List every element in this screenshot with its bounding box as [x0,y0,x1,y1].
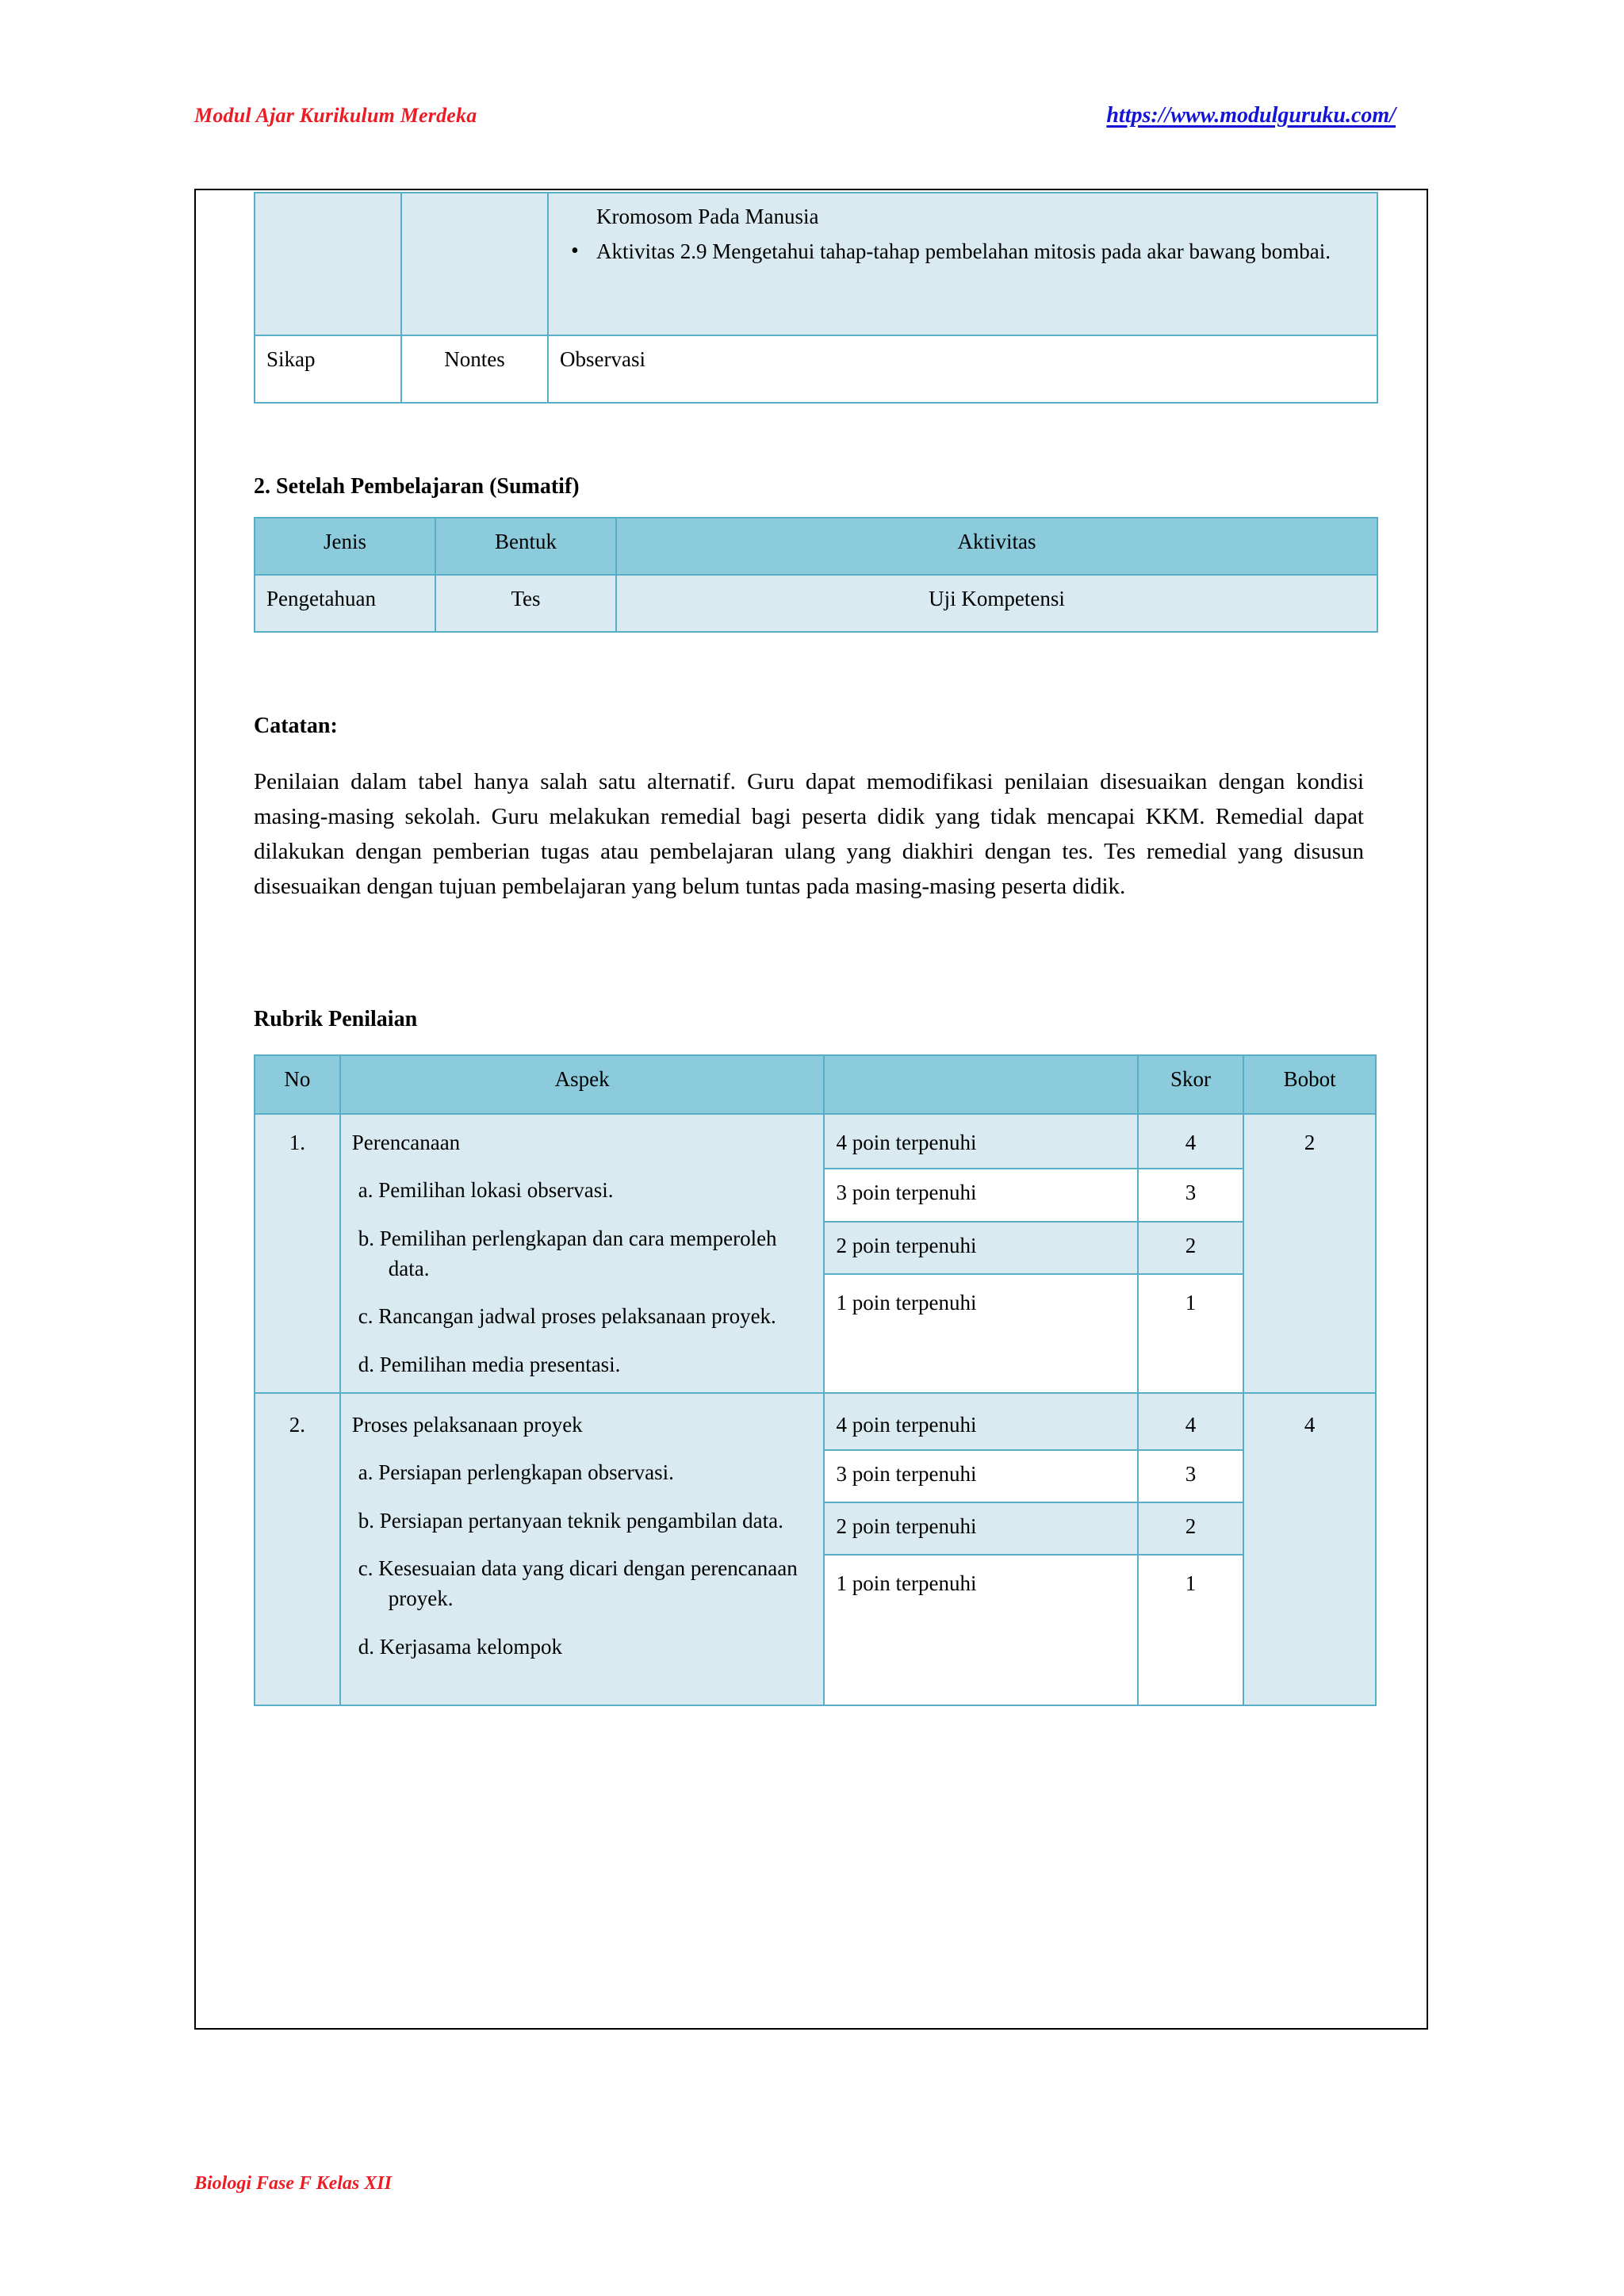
aspek-item: d. Kerjasama kelompok [358,1634,562,1659]
column-header-kriteria [824,1055,1137,1114]
cell-aktivitas [548,193,1377,335]
column-header-jenis: Jenis [255,518,435,575]
cell-skor: 2 [1138,1502,1244,1555]
page-header [194,103,1429,135]
column-header-aspek: Aspek [340,1055,825,1114]
cell-aktivitas: Observasi [548,335,1377,403]
cell-kriteria: 2 poin terpenuhi [824,1502,1137,1555]
aspek-item: c. Kesesuaian data yang dicari dengan perencanaan proyek. [358,1556,798,1611]
cell-no: 2. [255,1393,340,1705]
table-header-row [255,518,1377,575]
column-header-bobot: Bobot [1243,1055,1376,1114]
table-row [255,193,1377,335]
table-sumatif [254,517,1378,633]
cell-no: 1. [255,1114,340,1393]
cell-kriteria: 2 poin terpenuhi [824,1222,1137,1275]
cell-kriteria: 4 poin terpenuhi [824,1114,1137,1169]
cell-skor: 1 [1138,1274,1244,1393]
header-title: Modul Ajar Kurikulum Merdeka [194,104,477,127]
cell-skor: 2 [1138,1222,1244,1275]
cell-skor: 3 [1138,1169,1244,1222]
catatan-heading: Catatan: [254,714,338,738]
table-row [255,1393,1376,1450]
cell-jenis [255,193,401,335]
aspek-item: d. Pemilihan media presentasi. [358,1352,621,1376]
column-header-bentuk: Bentuk [435,518,616,575]
aktivitas-lead-text: Kromosom Pada Manusia [596,205,819,228]
cell-bobot: 4 [1243,1393,1376,1705]
column-header-aktivitas: Aktivitas [616,518,1377,575]
cell-bobot: 2 [1243,1114,1376,1393]
cell-bentuk [401,193,548,335]
sumatif-heading: 2. Setelah Pembelajaran (Sumatif) [254,474,580,499]
cell-skor: 4 [1138,1393,1244,1450]
aspek-item: b. Pemilihan perlengkapan dan cara memperoleh data. [358,1226,777,1280]
cell-skor: 3 [1138,1450,1244,1502]
page-content-frame [194,189,1428,2030]
aspek-item: b. Persiapan pertanyaan teknik pengambilan data. [358,1508,783,1533]
page-footer: Biologi Fase F Kelas XII [194,2173,392,2194]
aspek-title: Perencanaan [351,1131,461,1154]
list-item: • Aktivitas 2.9 Mengetahui tahap-tahap pembelahan mitosis pada akar bawang bombai. [596,236,1365,266]
column-header-skor: Skor [1138,1055,1244,1114]
cell-aspek [340,1393,825,1705]
cell-aktivitas: Uji Kompetensi [616,575,1377,632]
cell-bentuk: Tes [435,575,616,632]
cell-bentuk: Nontes [401,335,548,403]
cell-aspek [340,1114,825,1393]
rubrik-heading: Rubrik Penilaian [254,1007,418,1031]
catatan-body-text: Penilaian dalam tabel hanya salah satu alternatif. Guru dapat memodifikasi penilaian disesuaikan dengan kondisi masing-masing sekolah. Guru melakukan remedial bagi peserta didik yang tidak mencapai KKM. Remedial dapat dilakukan dengan pemberian tugas atau pembelajaran ulang yang diakhiri dengan tes. Tes remedial yang disusun disesuaikan dengan tujuan pembelajaran yang belum tuntas pada masing-masing peserta didik. [254,769,1364,900]
table-formatif-continued [254,192,1378,404]
table-rubrik-penilaian [254,1054,1377,1706]
column-header-no: No [255,1055,340,1114]
aspek-title: Proses pelaksanaan proyek [351,1412,583,1437]
cell-skor: 4 [1138,1114,1244,1169]
aktivitas-bullet-list [560,236,1365,266]
table-header-row [255,1055,1376,1114]
cell-kriteria: 1 poin terpenuhi [824,1555,1137,1705]
aspek-item: a. Persiapan perlengkapan observasi. [358,1460,674,1485]
cell-kriteria: 4 poin terpenuhi [824,1393,1137,1450]
cell-jenis: Pengetahuan [255,575,435,632]
header-url-link[interactable]: https://www.modulguruku.com/ [1106,103,1396,128]
cell-kriteria: 3 poin terpenuhi [824,1450,1137,1502]
aspek-item: c. Rancangan jadwal proses pelaksanaan proyek. [358,1304,776,1329]
table-row [255,1114,1376,1169]
cell-skor: 1 [1138,1555,1244,1705]
cell-kriteria: 1 poin terpenuhi [824,1274,1137,1393]
table-row [255,335,1377,403]
table-row [255,575,1377,632]
aspek-item: a. Pemilihan lokasi observasi. [358,1178,614,1203]
cell-jenis: Sikap [255,335,401,403]
cell-kriteria: 3 poin terpenuhi [824,1169,1137,1222]
